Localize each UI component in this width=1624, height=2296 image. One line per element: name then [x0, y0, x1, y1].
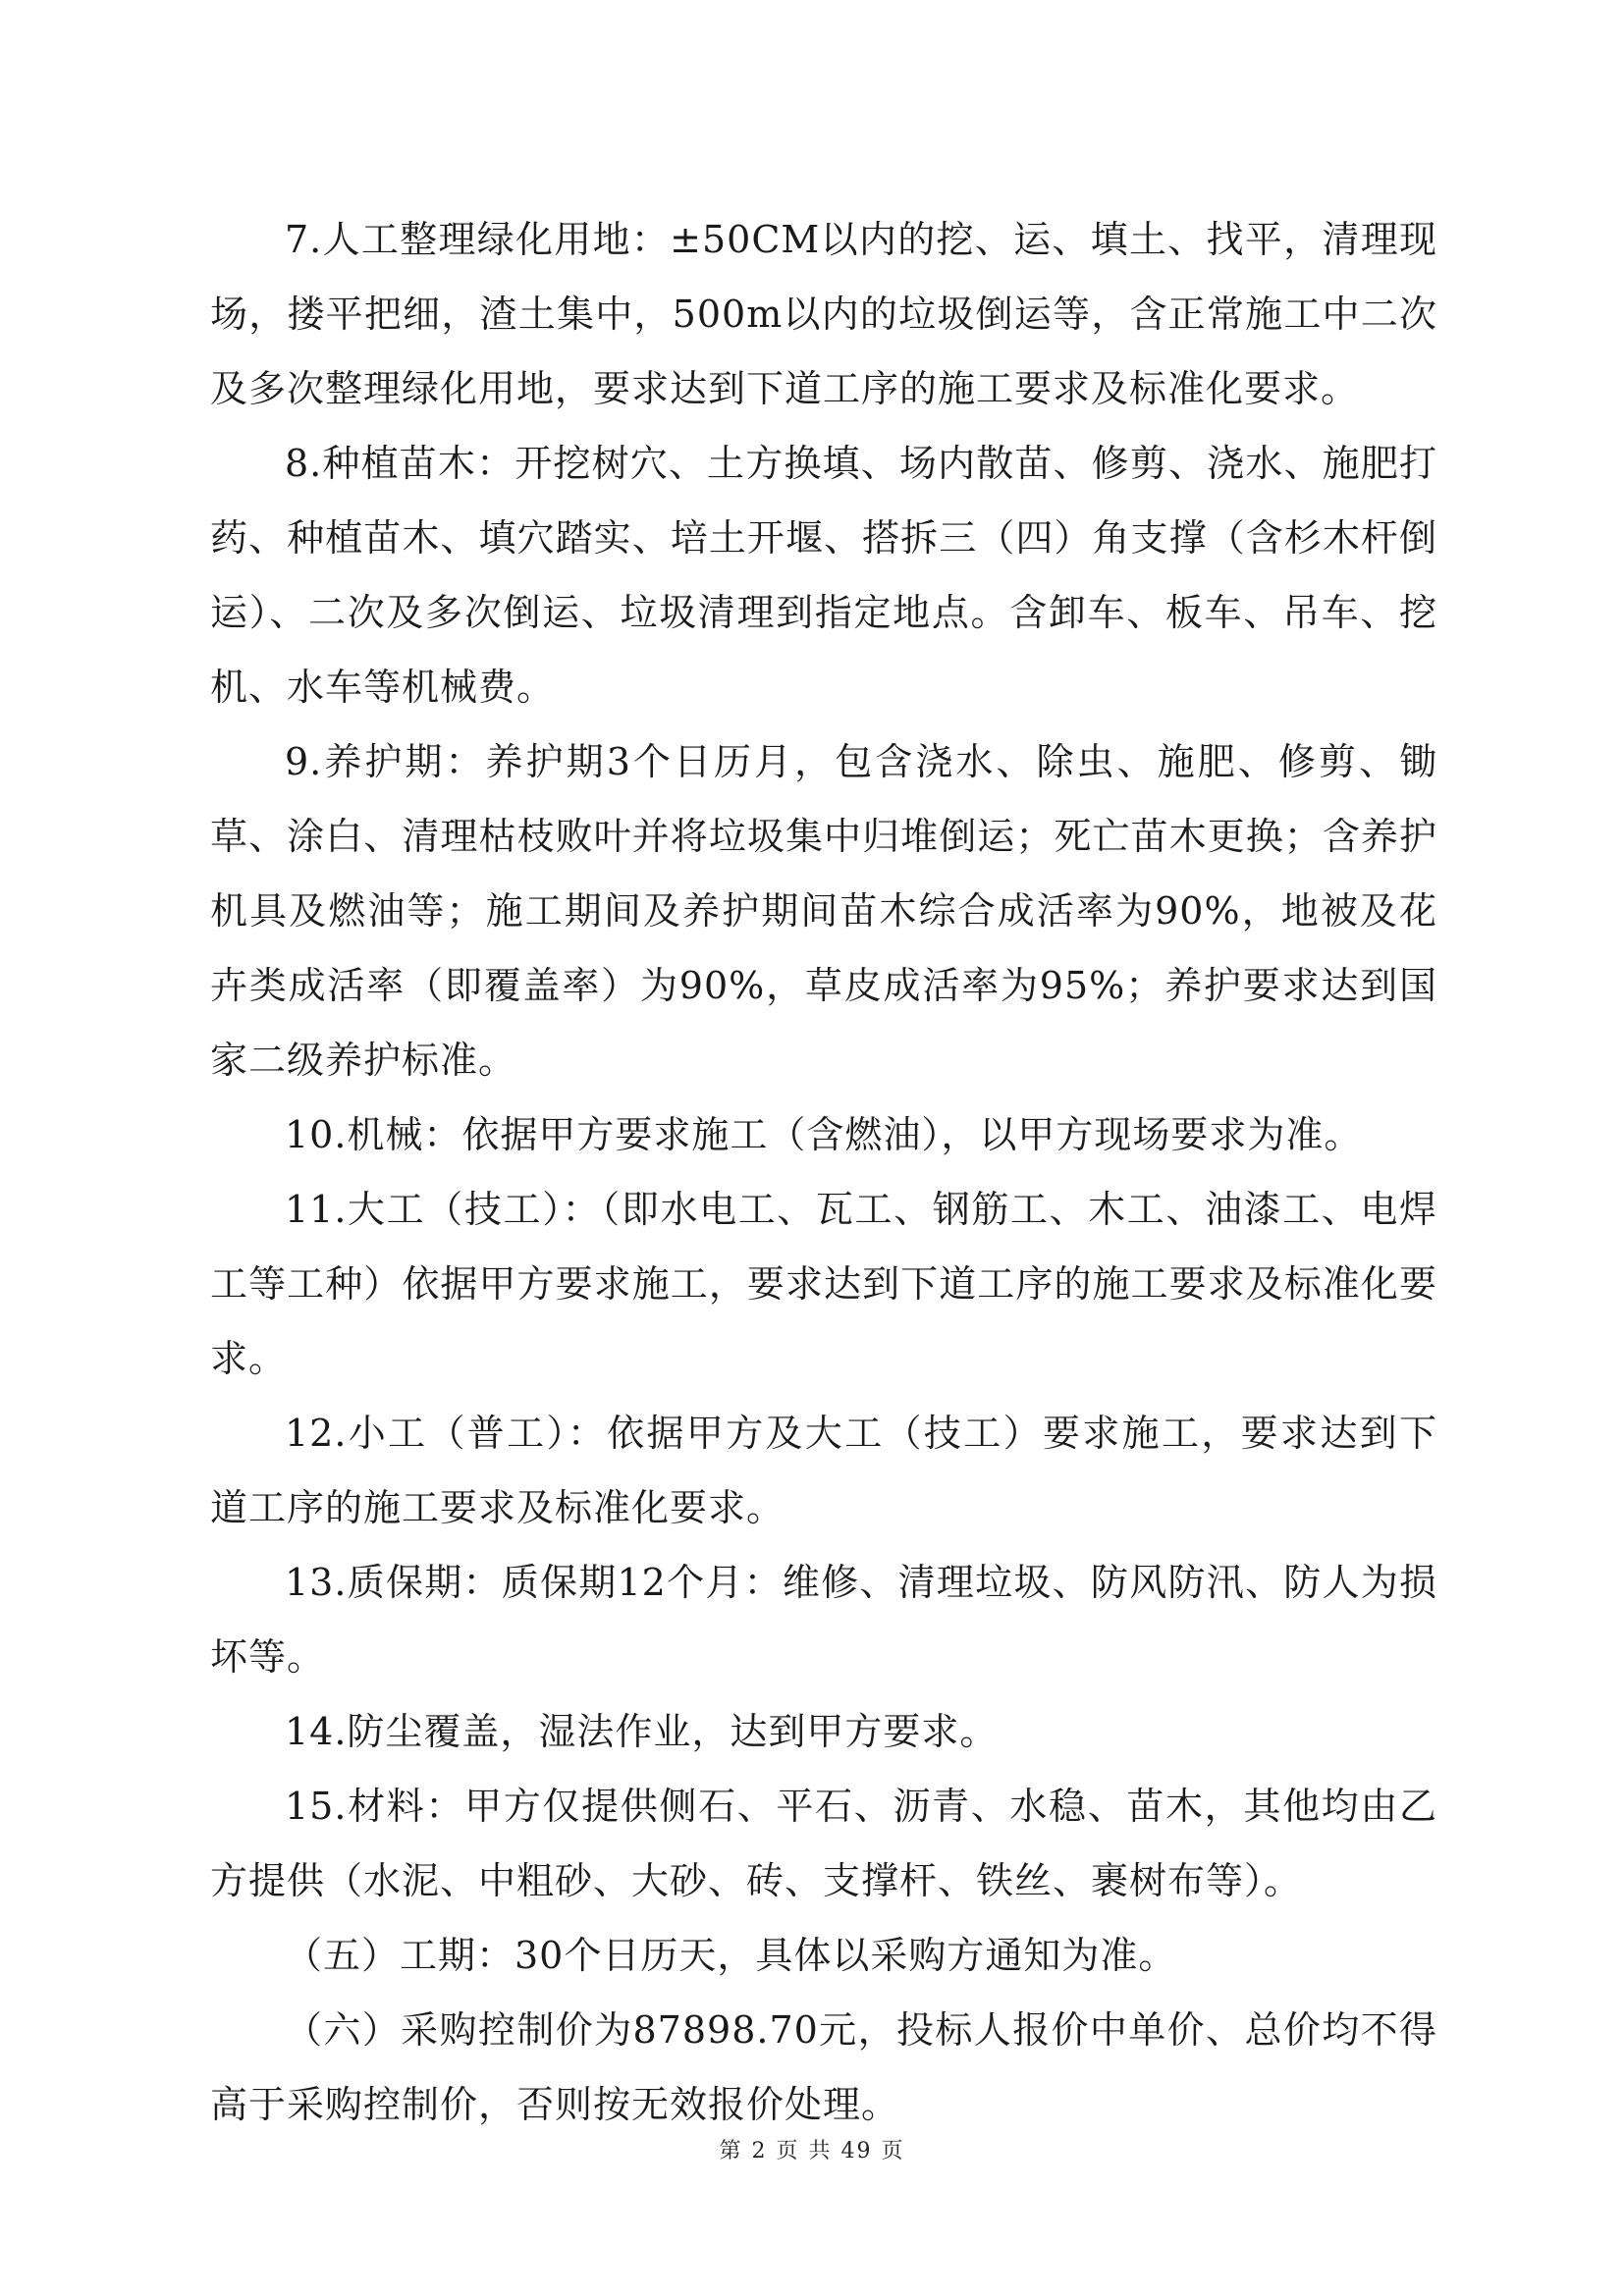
- paragraph-item-10: 10.机械：依据甲方要求施工（含燃油），以甲方现场要求为准。: [285, 1113, 1363, 1156]
- paragraph-item-9: 9.养护期：养护期3个日历月，包含浇水、除虫、施肥、修剪、锄草、涂白、清理枯枝败叶并将垃圾集中归堆倒运；死亡苗木更换；含养护机具及燃油等；施工期间及养护期间苗木综合成活率为90%，地被及花卉类成活率（即覆盖率）为90%，草皮成活率为95%；养护要求达到国家二级养护标准。: [210, 740, 1437, 1082]
- paragraph-item-14: 14.防尘覆盖，湿法作业，达到甲方要求。: [285, 1710, 999, 1753]
- paragraph-item-8: 8.种植苗木：开挖树穴、土方换填、场内散苗、修剪、浇水、施肥打药、种植苗木、填穴踏实、培土开堰、搭拆三（四）角支撑（含杉木杆倒运）、二次及多次倒运、垃圾清理到指定地点。含卸车、板车、吊车、挖机、水车等机械费。: [210, 442, 1437, 709]
- paragraph-item-7: 7.人工整理绿化用地：±50CM以内的挖、运、填土、找平，清理现场，搂平把细，渣土集中，500m以内的垃圾倒运等，含正常施工中二次及多次整理绿化用地，要求达到下道工序的施工要求及标准化要求。: [210, 218, 1437, 410]
- paragraph-item-12: 12.小工（普工）：依据甲方及大工（技工）要求施工，要求达到下道工序的施工要求及标准化要求。: [210, 1412, 1437, 1529]
- paragraph-item-13: 13.质保期：质保期12个月：维修、清理垃圾、防风防汛、防人为损坏等。: [210, 1561, 1437, 1679]
- paragraph-price-cap: （六）采购控制价为87898.70元，投标人报价中单价、总价均不得高于采购控制价，否则按无效报价处理。: [210, 2008, 1437, 2126]
- body-text: [210, 202, 1437, 2142]
- page-number-footer: 第 2 页 共 49 页: [719, 2139, 905, 2163]
- paragraph-item-11: 11.大工（技工）：（即水电工、瓦工、钢筋工、木工、油漆工、电焊工等工种）依据甲方要求施工，要求达到下道工序的施工要求及标准化要求。: [210, 1188, 1437, 1380]
- paragraph-item-15: 15.材料：甲方仅提供侧石、平石、沥青、水稳、苗木，其他均由乙方提供（水泥、中粗砂、大砂、砖、支撑杆、铁丝、裹树布等）。: [210, 1785, 1437, 1902]
- paragraph-schedule: （五）工期：30个日历天，具体以采购方通知为准。: [285, 1934, 1177, 1977]
